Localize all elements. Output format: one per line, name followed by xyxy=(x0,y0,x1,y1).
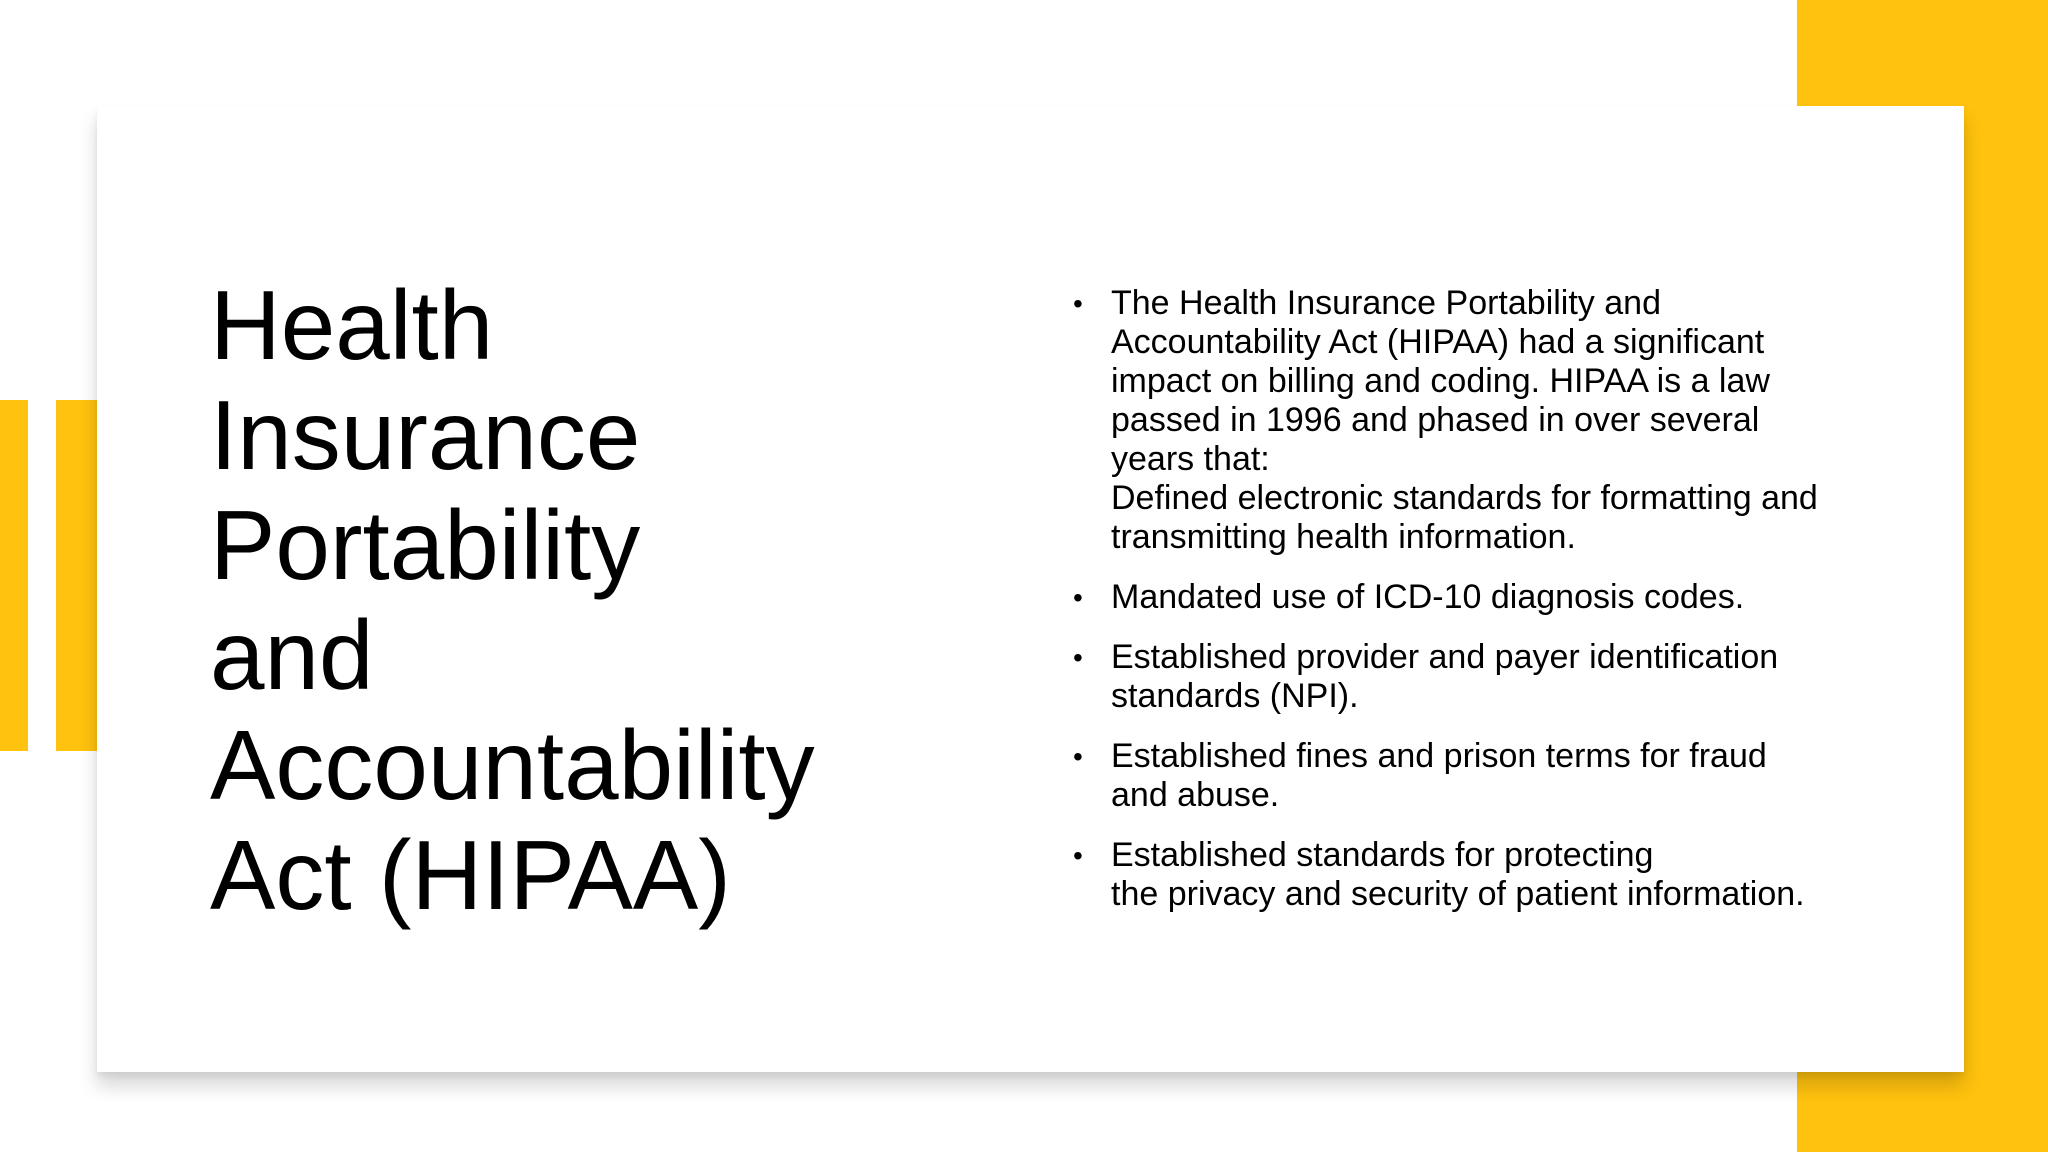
slide-title xyxy=(210,270,930,930)
accent-stripe-left-inner xyxy=(56,400,98,751)
bullet-item xyxy=(1068,284,1908,557)
bullet-dot-icon: • xyxy=(1073,582,1083,613)
bullet-dot-icon: • xyxy=(1073,642,1083,673)
accent-stripe-left-outer xyxy=(0,400,28,751)
bullet-text-line: years that: xyxy=(1111,440,1270,478)
title-line: Portability xyxy=(210,490,641,600)
bullet-text-line: Established fines and prison terms for fraud xyxy=(1111,737,1767,775)
bullet-dot-icon: • xyxy=(1073,840,1083,871)
bullet-text-line: and abuse. xyxy=(1111,776,1280,814)
bullet-text-line: The Health Insurance Portability and xyxy=(1111,284,1661,322)
bullet-text-line: Defined electronic standards for formatting and xyxy=(1111,479,1818,517)
bullet-dot-icon: • xyxy=(1073,288,1083,319)
bullet-list xyxy=(1068,284,1908,935)
bullet-item xyxy=(1068,638,1908,716)
bullet-text-line: Accountability Act (HIPAA) had a significant xyxy=(1111,323,1765,361)
title-line: Act (HIPAA) xyxy=(210,820,731,930)
bullet-dot-icon: • xyxy=(1073,741,1083,772)
bullet-text-line: Established standards for protecting xyxy=(1111,836,1654,874)
title-line: Accountability xyxy=(210,710,815,820)
bullet-text-line: passed in 1996 and phased in over several xyxy=(1111,401,1760,439)
bullet-text-line: the privacy and security of patient information. xyxy=(1111,875,1805,913)
bullet-item xyxy=(1068,836,1908,914)
bullet-text-line: Mandated use of ICD-10 diagnosis codes. xyxy=(1111,578,1745,616)
bullet-text-line: Established provider and payer identification xyxy=(1111,638,1779,676)
title-line: Health xyxy=(210,270,494,380)
bullet-item xyxy=(1068,578,1908,617)
bullet-text-line: transmitting health information. xyxy=(1111,518,1576,556)
title-line: Insurance xyxy=(210,380,641,490)
title-line: and xyxy=(210,600,374,710)
bullet-text-line: impact on billing and coding. HIPAA is a law xyxy=(1111,362,1770,400)
bullet-text-line: standards (NPI). xyxy=(1111,677,1359,715)
bullet-item xyxy=(1068,737,1908,815)
